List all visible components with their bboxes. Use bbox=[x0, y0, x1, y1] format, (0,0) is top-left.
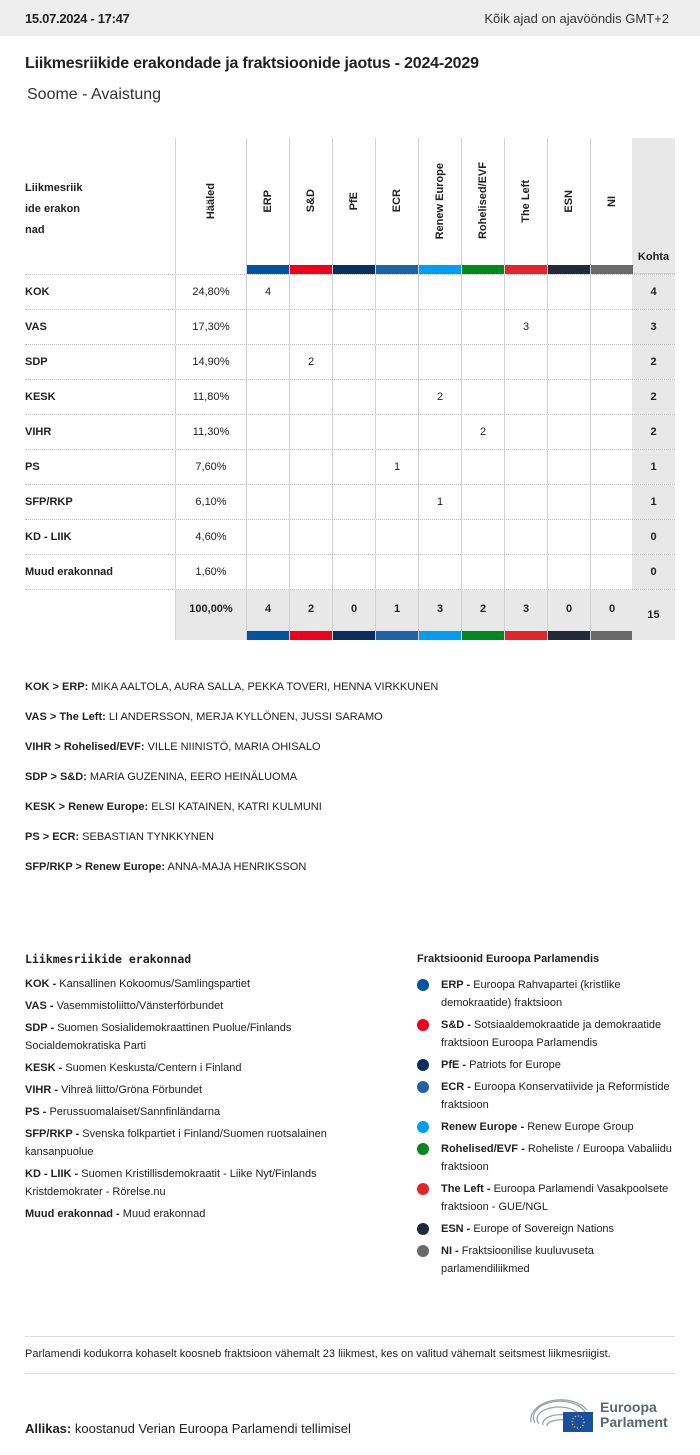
party-legend-title: Liikmesriikide erakonnad bbox=[25, 952, 192, 966]
table-row bbox=[25, 274, 675, 309]
seat-cell bbox=[246, 310, 289, 344]
seat-cell bbox=[418, 450, 461, 484]
total-seats-cell: 2 bbox=[632, 380, 675, 414]
seat-cell bbox=[504, 380, 547, 414]
seat-cell bbox=[246, 520, 289, 554]
group-total-cell: 3 bbox=[504, 590, 547, 640]
seat-distribution-table bbox=[25, 138, 675, 639]
seat-cell bbox=[332, 520, 375, 554]
group-total-cell: 0 bbox=[332, 590, 375, 640]
timezone-note: Kõik ajad on ajavööndis GMT+2 bbox=[484, 10, 669, 26]
seat-cell bbox=[461, 485, 504, 519]
page-title: Liikmesriikide erakondade ja fraktsioonide jaotus - 2024-2029 bbox=[25, 55, 479, 72]
seat-cell bbox=[547, 450, 590, 484]
seat-cell bbox=[375, 415, 418, 449]
seat-cell bbox=[246, 345, 289, 379]
group-color-bar bbox=[247, 265, 289, 274]
group-color-bar bbox=[376, 265, 418, 274]
seat-cell bbox=[418, 555, 461, 589]
votes-cell: 24,80% bbox=[175, 275, 246, 309]
group-color-bar bbox=[591, 265, 633, 274]
group-color-bar bbox=[419, 631, 461, 640]
seat-cell: 3 bbox=[504, 310, 547, 344]
table-row bbox=[25, 554, 675, 589]
seat-cell bbox=[375, 485, 418, 519]
votes-cell: 7,60% bbox=[175, 450, 246, 484]
member-line: VAS > The Left: LI ANDERSSON, MERJA KYLLÖNEN, JUSSI SARAMO bbox=[25, 711, 383, 723]
group-legend bbox=[417, 950, 677, 1282]
rules-note: Parlamendi kodukorra kohaselt koosneb fraktsioon vähemalt 23 liikmest, kes on valitud vähemalt seitsmest liikmesriigist. bbox=[25, 1336, 675, 1374]
seat-cell bbox=[461, 520, 504, 554]
seat-cell bbox=[289, 380, 332, 414]
votes-cell: 14,90% bbox=[175, 345, 246, 379]
seat-cell bbox=[547, 555, 590, 589]
seat-cell bbox=[418, 345, 461, 379]
seat-cell bbox=[547, 275, 590, 309]
party-name: Muud erakonnad bbox=[25, 566, 114, 578]
seat-cell bbox=[461, 275, 504, 309]
seat-cell bbox=[332, 450, 375, 484]
grand-total: 15 bbox=[632, 590, 675, 640]
seat-cell bbox=[375, 555, 418, 589]
seat-cell: 1 bbox=[418, 485, 461, 519]
votes-total: 100,00% bbox=[175, 590, 246, 640]
seat-cell bbox=[504, 450, 547, 484]
group-color-bar bbox=[333, 631, 375, 640]
seat-cell: 2 bbox=[289, 345, 332, 379]
seat-cell bbox=[332, 380, 375, 414]
seat-cell bbox=[590, 415, 633, 449]
seat-cell: 2 bbox=[418, 380, 461, 414]
seat-cell bbox=[504, 485, 547, 519]
seat-cell bbox=[332, 310, 375, 344]
total-column-header: Kohta bbox=[632, 138, 675, 274]
group-color-bar bbox=[548, 265, 590, 274]
group-color-bar bbox=[290, 265, 332, 274]
seat-cell bbox=[418, 520, 461, 554]
total-seats-cell: 0 bbox=[632, 520, 675, 554]
group-total-cell: 2 bbox=[461, 590, 504, 640]
seat-cell bbox=[461, 380, 504, 414]
seat-cell bbox=[246, 555, 289, 589]
seat-cell bbox=[332, 275, 375, 309]
group-total-cell: 4 bbox=[246, 590, 289, 640]
group-legend-item: ERP - Euroopa Rahvapartei (kristlike demokraatide) fraktsioon bbox=[417, 976, 677, 1012]
seat-cell bbox=[375, 310, 418, 344]
table-row bbox=[25, 344, 675, 379]
group-color-dot-icon bbox=[417, 1183, 429, 1195]
source-line: Allikas: koostanud Verian Euroopa Parlamendi tellimisel bbox=[25, 1421, 351, 1436]
seat-cell bbox=[504, 520, 547, 554]
seat-cell: 4 bbox=[246, 275, 289, 309]
votes-cell: 11,80% bbox=[175, 380, 246, 414]
seat-cell bbox=[418, 415, 461, 449]
group-column-header: PfE bbox=[332, 138, 375, 274]
group-color-dot-icon bbox=[417, 1019, 429, 1031]
total-seats-cell: 3 bbox=[632, 310, 675, 344]
group-column-header: ESN bbox=[547, 138, 590, 274]
member-list bbox=[25, 680, 438, 890]
seat-cell bbox=[504, 555, 547, 589]
seat-cell bbox=[246, 485, 289, 519]
seat-cell bbox=[590, 345, 633, 379]
party-legend-item: VIHR - Vihreä liitto/Gröna Förbundet bbox=[25, 1084, 203, 1096]
seat-cell bbox=[332, 555, 375, 589]
table-row bbox=[25, 309, 675, 344]
party-name: KD - LIIK bbox=[25, 531, 72, 543]
datetime: 15.07.2024 - 17:47 bbox=[25, 10, 130, 26]
total-seats-cell: 1 bbox=[632, 450, 675, 484]
group-column-header: ERP bbox=[246, 138, 289, 274]
party-legend-item: KD - LIIK - Suomen Kristillisdemokraatit - Liike Nyt/Finlands Kristdemokrater - Rörelse.nu bbox=[25, 1168, 317, 1198]
seat-cell bbox=[289, 415, 332, 449]
total-seats-cell: 0 bbox=[632, 555, 675, 589]
table-row bbox=[25, 519, 675, 554]
group-color-bar bbox=[505, 631, 547, 640]
group-color-dot-icon bbox=[417, 1059, 429, 1071]
parliament-hemicycle-icon bbox=[529, 1398, 595, 1432]
group-color-bar bbox=[419, 265, 461, 274]
table-row bbox=[25, 484, 675, 519]
ep-logo: Euroopa Parlament bbox=[529, 1398, 668, 1432]
group-color-bar bbox=[548, 631, 590, 640]
group-color-dot-icon bbox=[417, 1223, 429, 1235]
seat-cell bbox=[289, 450, 332, 484]
seat-cell bbox=[246, 415, 289, 449]
member-line: SFP/RKP > Renew Europe: ANNA-MAJA HENRIKSSON bbox=[25, 861, 307, 873]
seat-cell bbox=[418, 275, 461, 309]
group-column-header: ECR bbox=[375, 138, 418, 274]
seat-cell bbox=[418, 310, 461, 344]
seat-cell bbox=[590, 520, 633, 554]
seat-cell bbox=[289, 485, 332, 519]
group-color-dot-icon bbox=[417, 1245, 429, 1257]
table-row bbox=[25, 379, 675, 414]
seat-cell bbox=[375, 275, 418, 309]
group-legend-item: PfE - Patriots for Europe bbox=[417, 1056, 677, 1074]
group-color-bar bbox=[462, 631, 504, 640]
seat-cell: 1 bbox=[375, 450, 418, 484]
group-legend-title: Fraktsioonid Euroopa Parlamendis bbox=[417, 953, 600, 965]
seat-cell bbox=[461, 310, 504, 344]
seat-cell bbox=[246, 450, 289, 484]
party-legend-item: SDP - Suomen Sosialidemokraattinen Puolue/Finlands Socialdemokratiska Parti bbox=[25, 1022, 292, 1052]
party-name: PS bbox=[25, 461, 40, 473]
seat-cell bbox=[289, 555, 332, 589]
party-name: KESK bbox=[25, 391, 56, 403]
seat-cell bbox=[289, 275, 332, 309]
seat-cell bbox=[547, 485, 590, 519]
seat-cell bbox=[504, 415, 547, 449]
seat-cell bbox=[332, 415, 375, 449]
seat-cell bbox=[504, 275, 547, 309]
seat-cell bbox=[246, 380, 289, 414]
votes-cell: 17,30% bbox=[175, 310, 246, 344]
party-column-header: Liikmesriikide erakonnad bbox=[25, 182, 83, 236]
group-column-header: NI bbox=[590, 138, 633, 274]
seat-cell bbox=[547, 415, 590, 449]
group-legend-item: S&D - Sotsiaaldemokraatide ja demokraatide fraktsioon Euroopa Parlamendis bbox=[417, 1016, 677, 1052]
member-line: PS > ECR: SEBASTIAN TYNKKYNEN bbox=[25, 831, 215, 843]
party-legend-item: VAS - Vasemmistoliitto/Vänsterförbundet bbox=[25, 1000, 224, 1012]
party-name: KOK bbox=[25, 286, 50, 298]
group-color-bar bbox=[290, 631, 332, 640]
member-line: SDP > S&D: MARIA GUZENINA, EERO HEINÄLUOMA bbox=[25, 771, 298, 783]
seat-cell bbox=[461, 555, 504, 589]
group-color-bar bbox=[462, 265, 504, 274]
party-name: VIHR bbox=[25, 426, 52, 438]
group-color-bar bbox=[376, 631, 418, 640]
seat-cell bbox=[590, 310, 633, 344]
party-name: VAS bbox=[25, 321, 47, 333]
seat-cell bbox=[547, 345, 590, 379]
party-legend-item: KESK - Suomen Keskusta/Centern i Finland bbox=[25, 1062, 242, 1074]
party-legend bbox=[25, 950, 365, 1227]
seat-cell: 2 bbox=[461, 415, 504, 449]
group-total-cell: 3 bbox=[418, 590, 461, 640]
table-row bbox=[25, 414, 675, 449]
group-color-dot-icon bbox=[417, 1081, 429, 1093]
top-bar bbox=[0, 0, 700, 36]
group-legend-item: The Left - Euroopa Parlamendi Vasakpoolsete fraktsioon - GUE/NGL bbox=[417, 1180, 677, 1216]
party-legend-item: Muud erakonnad - Muud erakonnad bbox=[25, 1208, 206, 1220]
group-column-header: The Left bbox=[504, 138, 547, 274]
seat-cell bbox=[332, 485, 375, 519]
seat-cell bbox=[547, 380, 590, 414]
member-line: KOK > ERP: MIKA AALTOLA, AURA SALLA, PEKKA TOVERI, HENNA VIRKKUNEN bbox=[25, 681, 439, 693]
party-legend-item: KOK - Kansallinen Kokoomus/Samlingspartiet bbox=[25, 978, 251, 990]
group-column-header: Rohelised/EVF bbox=[461, 138, 504, 274]
seat-cell bbox=[504, 345, 547, 379]
group-color-dot-icon bbox=[417, 1143, 429, 1155]
group-column-header: Renew Europe bbox=[418, 138, 461, 274]
group-column-header: S&D bbox=[289, 138, 332, 274]
seat-cell bbox=[590, 450, 633, 484]
group-color-bar bbox=[591, 631, 633, 640]
group-total-cell: 0 bbox=[590, 590, 633, 640]
total-seats-cell: 2 bbox=[632, 415, 675, 449]
votes-cell: 4,60% bbox=[175, 520, 246, 554]
seat-cell bbox=[332, 345, 375, 379]
seat-cell bbox=[289, 520, 332, 554]
group-color-bar bbox=[505, 265, 547, 274]
totals-row bbox=[25, 589, 675, 639]
group-legend-item: ESN - Europe of Sovereign Nations bbox=[417, 1220, 677, 1238]
total-seats-cell: 1 bbox=[632, 485, 675, 519]
votes-cell: 11,30% bbox=[175, 415, 246, 449]
party-name: SFP/RKP bbox=[25, 496, 73, 508]
seat-cell bbox=[375, 520, 418, 554]
group-color-bar bbox=[247, 631, 289, 640]
seat-cell bbox=[461, 450, 504, 484]
party-name: SDP bbox=[25, 356, 48, 368]
seat-cell bbox=[461, 345, 504, 379]
seat-cell bbox=[590, 380, 633, 414]
group-total-cell: 0 bbox=[547, 590, 590, 640]
table-header bbox=[25, 138, 675, 274]
group-total-cell: 1 bbox=[375, 590, 418, 640]
party-legend-item: PS - Perussuomalaiset/Sannfinländarna bbox=[25, 1106, 221, 1118]
group-color-dot-icon bbox=[417, 979, 429, 991]
group-legend-item: NI - Fraktsioonilise kuuluvuseta parlamendiliikmed bbox=[417, 1242, 677, 1278]
group-legend-item: ECR - Euroopa Konservatiivide ja Reformistide fraktsioon bbox=[417, 1078, 677, 1114]
group-legend-item: Rohelised/EVF - Roheliste / Euroopa Vabaliidu fraktsioon bbox=[417, 1140, 677, 1176]
seat-cell bbox=[547, 310, 590, 344]
seat-cell bbox=[590, 555, 633, 589]
group-legend-item: Renew Europe - Renew Europe Group bbox=[417, 1118, 677, 1136]
member-line: VIHR > Rohelised/EVF: VILLE NIINISTÖ, MARIA OHISALO bbox=[25, 741, 321, 753]
member-line: KESK > Renew Europe: ELSI KATAINEN, KATRI KULMUNI bbox=[25, 801, 322, 813]
seat-cell bbox=[375, 345, 418, 379]
table-row bbox=[25, 449, 675, 484]
votes-cell: 1,60% bbox=[175, 555, 246, 589]
votes-cell: 6,10% bbox=[175, 485, 246, 519]
group-color-bar bbox=[333, 265, 375, 274]
seat-cell bbox=[590, 275, 633, 309]
seat-cell bbox=[289, 310, 332, 344]
page-subtitle: Soome - Avaistung bbox=[27, 86, 162, 103]
seat-cell bbox=[547, 520, 590, 554]
party-legend-item: SFP/RKP - Svenska folkpartiet i Finland/Suomen ruotsalainen kansanpuolue bbox=[25, 1128, 327, 1158]
group-color-dot-icon bbox=[417, 1121, 429, 1133]
group-total-cell: 2 bbox=[289, 590, 332, 640]
total-seats-cell: 2 bbox=[632, 345, 675, 379]
total-seats-cell: 4 bbox=[632, 275, 675, 309]
seat-cell bbox=[375, 380, 418, 414]
seat-cell bbox=[590, 485, 633, 519]
votes-column-header: Hääled bbox=[175, 138, 246, 274]
